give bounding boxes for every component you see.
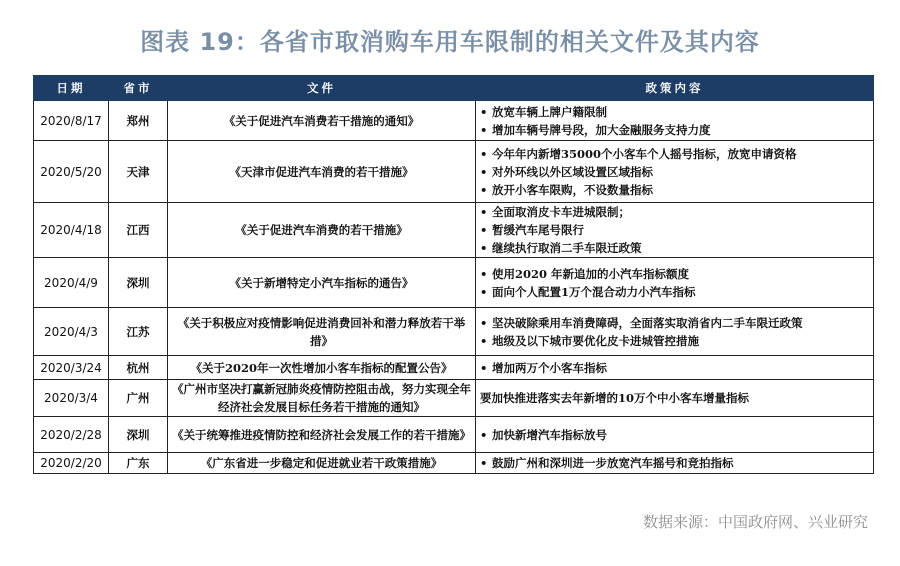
cell-city: 深圳: [109, 258, 168, 308]
policy-item: [480, 221, 869, 239]
table-row: [34, 380, 874, 417]
policy-item: [480, 163, 869, 181]
bullet-icon: •: [480, 164, 488, 179]
cell-document: 《关于2020年一次性增加小客车指标的配置公告》: [168, 356, 476, 380]
policy-item: [480, 314, 869, 332]
bullet-icon: •: [480, 241, 488, 255]
header-document: 文件: [168, 76, 476, 101]
table-row: [34, 453, 874, 474]
cell-policy-content: [476, 453, 874, 474]
cell-date: 2020/3/24: [34, 356, 109, 380]
cell-document: 《关于积极应对疫情影响促进消费回补和潜力释放若干举措》: [168, 308, 476, 356]
cell-date: 2020/2/20: [34, 453, 109, 474]
policy-item: [480, 203, 869, 221]
cell-policy-content: [476, 258, 874, 308]
cell-policy-content: [476, 141, 874, 203]
table-row: [34, 101, 874, 141]
table-row: [34, 203, 874, 258]
bullet-icon: •: [480, 146, 488, 161]
header-city: 省市: [109, 76, 168, 101]
table-row: [34, 417, 874, 453]
policy-text: 使用2020 年新追加的小汽车指标额度: [492, 266, 690, 281]
cell-date: 2020/2/28: [34, 417, 109, 453]
policy-item: [480, 145, 869, 163]
policy-item: [480, 454, 869, 472]
policy-text: 放宽车辆上牌户籍限制: [492, 104, 607, 119]
cell-date: 2020/3/4: [34, 380, 109, 417]
policy-item: [480, 283, 869, 301]
cell-policy-content: [476, 380, 874, 417]
source-note: 数据来源：中国政府网、兴业研究: [642, 513, 868, 531]
page-title: 图表 19：各省市取消购车用车限制的相关文件及其内容: [140, 28, 760, 56]
policy-text: 今年年内新增35000个小客车个人摇号指标，放宽申请资格: [492, 146, 797, 161]
table-row: [34, 258, 874, 308]
policy-item: [480, 426, 869, 444]
policy-item: [480, 332, 869, 350]
cell-document: 《天津市促进汽车消费的若干措施》: [168, 141, 476, 203]
policy-text: 放开小客车限购，不设数量指标: [492, 182, 653, 197]
cell-policy-content: [476, 356, 874, 380]
policy-table: [33, 75, 874, 474]
cell-city: 广州: [109, 380, 168, 417]
bullet-icon: •: [480, 427, 488, 442]
cell-date: 2020/4/3: [34, 308, 109, 356]
policy-item: [480, 359, 869, 377]
cell-city: 天津: [109, 141, 168, 203]
cell-city: 深圳: [109, 417, 168, 453]
cell-date: 2020/5/20: [34, 141, 109, 203]
policy-item: [480, 239, 869, 257]
table-row: [34, 356, 874, 380]
header-date: 日期: [34, 76, 109, 101]
policy-text: 增加车辆号牌号段，加大金融服务支持力度: [492, 122, 711, 137]
table-body: [34, 101, 874, 474]
policy-text: 加快新增汽车指标放号: [492, 427, 607, 442]
bullet-icon: •: [480, 182, 488, 197]
bullet-icon: •: [480, 223, 488, 237]
bullet-icon: •: [480, 360, 488, 375]
table-row: [34, 141, 874, 203]
bullet-icon: •: [480, 122, 488, 137]
policy-item: [480, 389, 869, 407]
policy-text: 继续执行取消二手车限迁政策: [492, 241, 642, 255]
policy-item: [480, 121, 869, 139]
cell-date: 2020/4/9: [34, 258, 109, 308]
policy-text: 坚决破除乘用车消费障碍，全面落实取消省内二手车限迁政策: [492, 315, 803, 330]
cell-policy-content: [476, 101, 874, 141]
table-row: [34, 308, 874, 356]
policy-item: [480, 181, 869, 199]
cell-document: 《关于促进汽车消费若干措施的通知》: [168, 101, 476, 141]
table-header-row: [34, 76, 874, 101]
bullet-icon: •: [480, 266, 488, 281]
cell-city: 江西: [109, 203, 168, 258]
policy-text: 全面取消皮卡车进城限制；: [492, 205, 630, 219]
bullet-icon: •: [480, 104, 488, 119]
policy-item: [480, 103, 869, 121]
cell-document: 《广东省进一步稳定和促进就业若干政策措施》: [168, 453, 476, 474]
cell-date: 2020/8/17: [34, 101, 109, 141]
cell-policy-content: [476, 308, 874, 356]
policy-text: 鼓励广州和深圳进一步放宽汽车摇号和竞拍指标: [492, 456, 734, 470]
bullet-icon: •: [480, 333, 488, 348]
policy-text: 面向个人配置1万个混合动力小汽车指标: [492, 284, 696, 299]
cell-city: 郑州: [109, 101, 168, 141]
policy-text: 地级及以下城市要优化皮卡进城管控措施: [492, 333, 699, 348]
policy-text: 增加两万个小客车指标: [492, 360, 607, 375]
cell-policy-content: [476, 417, 874, 453]
cell-city: 广东: [109, 453, 168, 474]
bullet-icon: •: [480, 456, 488, 470]
cell-city: 江苏: [109, 308, 168, 356]
cell-date: 2020/4/18: [34, 203, 109, 258]
cell-document: 《关于统筹推进疫情防控和经济社会发展工作的若干措施》: [168, 417, 476, 453]
cell-document: 《广州市坚决打赢新冠肺炎疫情防控阻击战，努力实现全年经济社会发展目标任务若干措施的通知》: [168, 380, 476, 417]
bullet-icon: •: [480, 315, 488, 330]
policy-text: 暂缓汽车尾号限行: [492, 223, 584, 237]
bullet-icon: •: [480, 205, 488, 219]
policy-item: [480, 265, 869, 283]
cell-document: 《关于促进汽车消费的若干措施》: [168, 203, 476, 258]
policy-text: 对外环线以外区域设置区域指标: [492, 164, 653, 179]
cell-city: 杭州: [109, 356, 168, 380]
cell-document: 《关于新增特定小汽车指标的通告》: [168, 258, 476, 308]
bullet-icon: •: [480, 284, 488, 299]
policy-text: 要加快推进落实去年新增的10万个中小客车增量指标: [480, 391, 750, 405]
header-policy-content: 政策内容: [476, 76, 874, 101]
cell-policy-content: [476, 203, 874, 258]
